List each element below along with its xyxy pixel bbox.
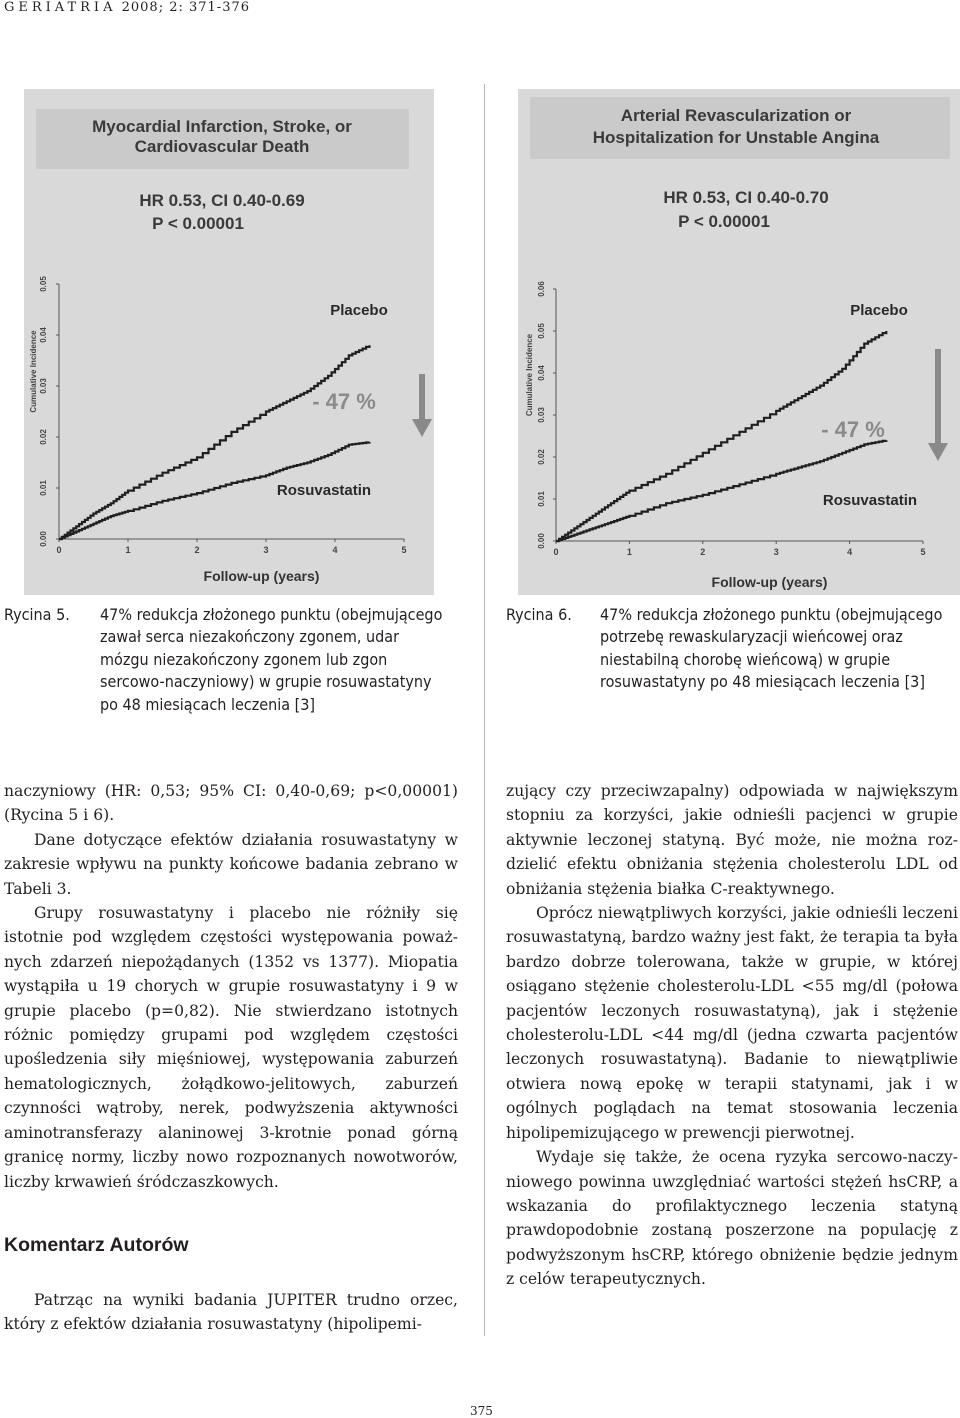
figure-5-y-tick-label: 0.05	[39, 276, 48, 292]
figure-6-chart	[518, 89, 960, 595]
figure-5-y-tick-label: 0.01	[39, 480, 48, 496]
figure-6-y-tick-label: 0.04	[537, 365, 546, 381]
figure-6-x-tick-label: 4	[847, 547, 853, 557]
figure-6-y-tick-label: 0.01	[537, 491, 546, 507]
figure-5-y-axis-label: Cumulative Incidence	[29, 330, 38, 413]
left-paragraph-2: Dane dotyczące efektów działania rosuwastatyny w zakresie wpływu na punkty końcowe badania zebrano w Tabeli 3.	[4, 830, 458, 898]
figure-6-y-tick-label: 0.00	[537, 533, 546, 549]
figure-5-series-label-placebo: Placebo	[330, 302, 388, 319]
figure-5-series-placebo-line	[59, 345, 370, 539]
figure-6-y-tick-label: 0.02	[537, 449, 546, 465]
figure-5-caption-text: 47% redukcja złożonego punktu (obejmującego zawał serca niezakończony zgonem, udar mózgu niezakończony zgonem lub zgon sercowo-naczyniowy) w grupie rosuwastatyny po 48 miesiącach leczenia [3]	[100, 605, 443, 714]
figure-5-reduction-label: - 47 %	[312, 389, 376, 414]
page-number: 375	[470, 1404, 493, 1418]
figure-5-y-tick-label: 0.02	[39, 429, 48, 445]
figure-6-title-line-1: Arterial Revascularization or	[620, 106, 852, 125]
journal-name: GERIATRIA	[4, 0, 117, 15]
figure-5-x-tick-label: 4	[332, 545, 338, 555]
figure-5-plot	[29, 276, 432, 584]
right-paragraph-2: Oprócz niewątpliwych korzyści, jakie odnieśli leczeni rosuwastatyną, bardzo ważny jest fakt, że terapia ta była bardzo dobrze tolerowana, także w grupie, w której osiągano stężenie cholesterolu-LDL <55 mg/dl (połowa pacjentów leczonych rosuwastatyną), jak i stężenie cholesterolu-LDL <44 mg/dl (jedna czwarta pacjentów leczonych rosuwastatyną). Badanie to niewątpliwie otwiera nową epokę w terapii statynami, jak i w ogólnych poglądach na temat stosowania leczenia hipolipemizującego w prewencji pierwotnej.	[506, 904, 958, 1142]
figure-5-stats-line-2: P < 0.00001	[152, 214, 244, 233]
figure-5-x-tick-label: 2	[194, 545, 200, 555]
figure-6-x-tick-label: 3	[773, 547, 779, 557]
right-paragraph-1: zujący czy przeciwzapalny) odpowiada w największym stopniu za korzyści, jakie odnieśli pacjenci w grupie aktywnie leczonej statyną. Być może, nie można rozdzielić efektu obniżania stężenia cholesterolu LDL od obniżania stężenia białka C-reaktywnego.	[506, 782, 958, 898]
figure-5-x-tick-label: 1	[125, 545, 131, 555]
figure-6-y-tick-label: 0.05	[537, 323, 546, 339]
section-heading: Komentarz Autorów	[4, 1234, 189, 1256]
figure-6-caption-text: 47% redukcja złożonego punktu (obejmującego potrzebę rewaskularyzacji wieńcowej oraz niestabilną chorobę wieńcową) w grupie rosuwastatyny po 48 miesiącach leczenia [3]	[600, 605, 943, 692]
figure-5-caption	[4, 604, 454, 764]
figure-6-x-tick-label: 1	[626, 547, 632, 557]
figure-6-series-label-placebo: Placebo	[850, 302, 908, 319]
figure-6-reduction-label: - 47 %	[821, 417, 885, 442]
figure-5-stats-line-1: HR 0.53, CI 0.40-0.69	[139, 191, 305, 210]
figure-5-x-tick-label: 5	[401, 545, 407, 555]
right-paragraph-3: Wydaje się także, że ocena ryzyka sercowo-naczyniowego powinna uwzględniać wartości stężeń hsCRP, a wskazania do profilaktycznego leczenia statyną prawdopodobnie zostaną poszerzone na populację z podwyższonym hsCRP, którego obniżenie będzie jednym z celów terapeutycznych.	[506, 1148, 958, 1289]
figure-6-y-tick-label: 0.06	[537, 281, 546, 297]
right-column	[506, 779, 958, 1292]
figure-5-chart	[24, 89, 434, 595]
left-column	[4, 779, 458, 1194]
figure-6-reduction-arrowhead	[928, 443, 948, 461]
figure-5-x-axis-label: Follow-up (years)	[203, 568, 320, 584]
left-paragraph-1: naczyniowy (HR: 0,53; 95% CI: 0,40-0,69; p<0,00001) (Rycina 5 i 6).	[4, 782, 458, 825]
figure-6-y-axis-label: Cumulative Incidence	[525, 333, 534, 417]
figure-6-caption-label: Rycina 6.	[506, 605, 572, 624]
figure-6-x-axis-label: Follow-up (years)	[711, 574, 828, 590]
figure-6-stats-line-2: P < 0.00001	[678, 212, 770, 231]
figure-5-svg	[24, 89, 434, 595]
figure-6-x-tick-label: 2	[700, 547, 706, 557]
figure-6-svg	[518, 89, 960, 595]
journal-citation: 2008; 2: 371-376	[121, 0, 251, 15]
figure-5-x-tick-label: 0	[56, 545, 62, 555]
figure-6-series-label-rosuvastatin: Rosuvastatin	[822, 492, 918, 509]
figure-5-y-tick-label: 0.03	[39, 378, 48, 394]
figure-6-x-tick-label: 5	[920, 547, 926, 557]
figure-5-title-line-1: Myocardial Infarction, Stroke, or	[92, 117, 352, 136]
figure-5-reduction-arrowhead	[412, 419, 432, 437]
figure-5-y-tick-label: 0.00	[39, 531, 48, 547]
figure-6-plot	[525, 281, 948, 590]
running-header	[4, 0, 250, 15]
left-paragraph-4: Patrząc na wyniki badania JUPITER trudno orzec, który z efektów działania rosuwastatyny (hipolipemi-	[4, 1291, 458, 1334]
figure-6-x-tick-label: 0	[553, 547, 559, 557]
figure-5-y-tick-label: 0.04	[39, 327, 48, 343]
figure-5-title-line-2: Cardiovascular Death	[134, 137, 310, 156]
column-divider	[484, 84, 485, 1336]
left-column-continued	[4, 1288, 458, 1337]
figure-6-caption	[506, 604, 958, 744]
figure-6-stats-line-1: HR 0.53, CI 0.40-0.70	[663, 188, 829, 207]
figure-5-x-tick-label: 3	[263, 545, 269, 555]
figure-5-series-label-rosuvastatin: Rosuvastatin	[276, 482, 372, 499]
figure-6-series-rosuvastatin-line	[556, 440, 886, 541]
figure-6-title-line-2: Hospitalization for Unstable Angina	[592, 128, 880, 147]
left-paragraph-3: Grupy rosuwastatyny i placebo nie różniły się istotnie pod względem częstości występowania poważnych zdarzeń niepożądanych (1352 vs 1377). Miopatia wystąpiła u 19 chorych w grupie rosuwastatyny i 9 w grupie placebo (p=0,82). Nie stwierdzano istotnych różnic pomiędzy grupami pod względem częstości upośledzenia siły mięśniowej, występowania zaburzeń hematologicznych, żołądkowo-jelitowych, zaburzeń czynności wątroby, nerek, podwyższenia aktywności aminotransferazy alaninowej 3-krotnie ponad górną granicę normy, liczby nowo rozpoznanych nowotworów, liczby krwawień śródczaszkowych.	[4, 904, 458, 1191]
figure-5-caption-label: Rycina 5.	[4, 605, 70, 624]
figure-6-y-tick-label: 0.03	[537, 407, 546, 423]
